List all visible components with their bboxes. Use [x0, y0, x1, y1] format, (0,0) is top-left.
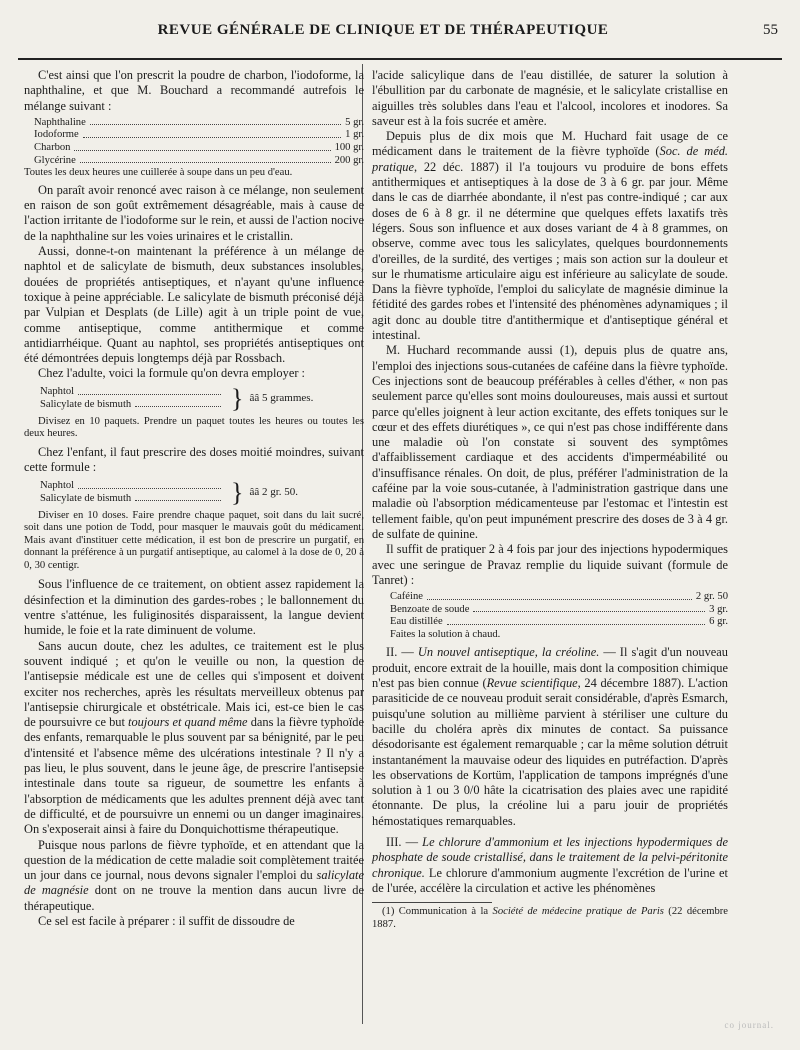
paragraph: Aussi, donne-t-on maintenant la préférence à un mélange de naphtol et de salicylate de bismuth, deux substances insolubles, douées de propriétés antiseptiques, et n'ayant qu'une influence toxique à peine appréciable. Le salicylate de bismuth préconisé déjà par Vulpian et Desplats (de Lille) agit à un triple point de vue, comme antiseptique, comme antithermique et comme antidiarrhéique. Quant au naphtol, ses propriétés antiseptiques ont été démontrées depuis longtemps déjà par Rossbach.	[24, 244, 364, 366]
footnote: (1) Communication à la Société de médecine pratique de Paris (22 décembre 1887.	[372, 906, 728, 930]
right-column	[372, 68, 728, 931]
footnote-rule	[372, 902, 492, 903]
paragraph: C'est ainsi que l'on prescrit la poudre de charbon, l'iodoforme, la naphthaline, et que M. Bouchard a recommandé autrefois le mélange suivant :	[24, 68, 364, 113]
running-title: REVUE GÉNÉRALE DE CLINIQUE ET DE THÉRAPEUTIQUE	[157, 22, 609, 38]
formula-note: Diviser en 10 doses. Faire prendre chaque paquet, soit dans du lait sucré, soit dans une potion de Todd, pour masquer le mauvais goût du médicament. Mais avant d'instituer cette médication, il est bon de prescrire un purgatif, en donnant la préférence à un purgatif antiseptique, au calomel à la dose de 0, 20 à 0, 30 centigr.	[24, 509, 364, 571]
formula-row: Caféine 2 gr. 50	[390, 591, 728, 603]
section-chlorure: III. — Le chlorure d'ammonium et les injections hypodermiques de phosphate de soude cristallisé, dans le traitement de la pelvi-péritonite chronique. Le chlorure d'ammonium augmente l'excrétion de l'urine et de l'urée, accélère la circulation et active les phénomènes	[372, 835, 729, 895]
formula-row: Benzoate de soude 3 gr.	[390, 603, 728, 615]
formula-child: Naphtol Salicylate de bismuth } ââ 2 gr. 50.	[40, 477, 299, 507]
paragraph: Chez l'adulte, voici la formule qu'on devra employer :	[38, 366, 305, 381]
brace: }	[231, 383, 244, 413]
formula-row: Glycérine 200 gr.	[34, 154, 364, 166]
paragraph: Depuis plus de dix mois que M. Huchard fait usage de ce médicament dans le traitement de la fièvre typhoïde (Soc. de méd. pratique, 22 déc. 1887) il l'a toujours vu produire de bons effets antithermiques et antiseptiques à la dose de 3 à 6 gr. par jour. Même dans le cas de diarrhée abondante, il n'est pas contre-indiqué ; car aux doses de 6 à 8 gr. il ne détermine que quelques effets laxatifs très légers. Sous son influence et aux doses variant de 4 à 8 grammes, on observe, comme avec tous les salicylates, quelques bourdonnements d'oreilles, de la surdité, des vertiges ; mais son action sur la douleur et sur le rhumatisme articulaire aigu est inférieure au salicylate de soude. Dans la fièvre typhoïde, l'emploi du salicylate de magnésie diminue la fétidité des gardes robes et l'intensité des phénomènes adynamiques ; il agit donc au double titre d'antithermique et d'antiseptique général et intestinal.	[372, 129, 728, 343]
formula-adult: Naphtol Salicylate de bismuth } ââ 5 grammes.	[40, 383, 314, 413]
left-column	[24, 68, 364, 929]
dose: ââ 5 grammes.	[249, 392, 314, 405]
paragraph: l'acide salicylique dans de l'eau distillée, de saturer la solution à l'ébullition par du carbonate de magnésie, et le salicylate cristallise en aiguilles très solubles dans l'eau et l'alcool, incolores et inodores. Sa saveur est à la fois sucrée et amère.	[372, 68, 728, 128]
faded-stamp: co journal.	[724, 1020, 774, 1030]
page-number: 55	[763, 22, 778, 38]
paragraph: M. Huchard recommande aussi (1), depuis plus de quatre ans, l'emploi des injections sous-cutanées de caféine dans la fièvre typhoïde. Ces injections sont de beaucoup préférables à celles d'éther, « non pas seulement parce qu'elles sont moins douloureuses, mais aussi et surtout parce qu'elles joignent à leur action excitante, des effets toniques sur le cœur et des effets diurétiques », ce qui n'est pas chose indifférente dans une maladie où l'on constate si souvent des symptômes d'affaiblissement cardiaque et des accidents d'imperméabilité ou d'insuffisance rénales. On doit, de plus, préférer l'administration de la caféine par la voie sous-cutanée, à l'administration gastrique dans une maladie où l'absorption médicamenteuse par l'estomac et l'intestin est tellement faible, qu'on peut impunément prescrire des doses de 3 à 4 gr. de sulfate de quinine.	[372, 343, 728, 541]
formula-row: Charbon 100 gr.	[34, 142, 364, 154]
dose: ââ 2 gr. 50.	[249, 486, 299, 499]
paragraph: Puisque nous parlons de fièvre typhoïde, et en attendant que la question de la médication de cette maladie soit complètement traitée un jour dans ce journal, nous devons signaler l'emploi du salicylate de magnésie dont on ne trouve la mention dans aucun livre de thérapeutique.	[24, 837, 365, 913]
header-rule	[18, 58, 782, 60]
formula-note: Toutes les deux heures une cuillerée à soupe dans un peu d'eau.	[24, 167, 293, 179]
paragraph: On paraît avoir renoncé avec raison à ce mélange, non seulement en raison de son goût extrêmement désagréable, mais à cause de l'action irritante de l'iodoforme sur le rein, et aussi de l'action nocive de la naphthaline sur les voies urinaires et le cristallin.	[24, 182, 364, 243]
paragraph: Chez l'enfant, il faut prescrire des doses moitié moindres, suivant cette formule :	[24, 444, 364, 475]
formula-note: Faites la solution à chaud.	[390, 628, 501, 640]
paragraph: Sous l'influence de ce traitement, on obtient assez rapidement la désinfection et la diminution des gardes-robes ; le ballonnement du ventre s'atténue, les fuliginosités disparaissent, la langue devient humide, le foie et la rate diminuent de volume.	[24, 577, 364, 638]
paragraph: Il suffit de pratiquer 2 à 4 fois par jour des injections hypodermiques avec une seringue de Pravaz remplie du liquide suivant (formule de Tanret) :	[372, 542, 728, 587]
formula-row: Naphthaline 5 gr.	[34, 116, 364, 128]
page-header	[18, 22, 782, 42]
formula-tanret	[372, 591, 728, 641]
formula-row: Eau distillée 6 gr.	[390, 616, 728, 628]
formula-note: Divisez en 10 paquets. Prendre un paquet toutes les heures ou toutes les deux heures.	[24, 415, 364, 440]
section-creoline: II. — Un nouvel antiseptique, la créoline. — Il s'agit d'un nouveau produit, encore extrait de la houille, mais dont la composition chimique n'est pas bien connue (Revue scientifique, 24 décembre 1887). L'action parasiticide de ce nouveau produit serait considérable, d'après Esmarch, puisqu'une solution au millième parvient à stériliser une culture du bacille du choléra après dix minutes de contact. Sa puissance désodorisante est également remarquable ; car la même solution détruit instantanément la mauvaise odeur des liquides en putréfaction. D'après les observations de Kortüm, l'application de tampons imprégnés d'une solution à 1 ou 3 0/0 hâte la cicatrisation des plaies avec une rapidité étonnante. De plus, la créoline lui a paru jouir de propriétés hémostatiques remarquables.	[372, 645, 728, 828]
formula-row: Iodoforme 1 gr.	[34, 129, 364, 141]
formula-bouchard	[24, 117, 364, 180]
brace: }	[231, 477, 244, 507]
paragraph: Sans aucun doute, chez les adultes, ce traitement est le plus souvent indiqué ; et qu'on le veuille ou non, la question de l'antisepsie médicale est une de celles qui s'imposent et doivent exciter nos recherches, après les résultats merveilleux obtenus par l'antisepsie chirurgicale et obstétricale. Mais ici, est-ce bien le cas de poursuivre ce but toujours et quand même dans la fièvre typhoïde des enfants, remarquable le plus souvent par sa bénignité, par le peu d'intensité et l'absence même des ulcérations intestinale ? Il n'y a pas lieu, le plus souvent, dans le jeune âge, de prescrire l'antisepsie intestinale dans toute sa rigueur, de soumettre les enfants à l'absorption de médicaments que les adultes prennent déjà avec tant de difficulté, et de poursuivre un ennemi ou un danger imaginaires. On s'exposerait ainsi à faire du Donquichottisme thérapeutique.	[24, 638, 364, 837]
paragraph: Ce sel est facile à préparer : il suffit de dissoudre de	[38, 914, 295, 928]
